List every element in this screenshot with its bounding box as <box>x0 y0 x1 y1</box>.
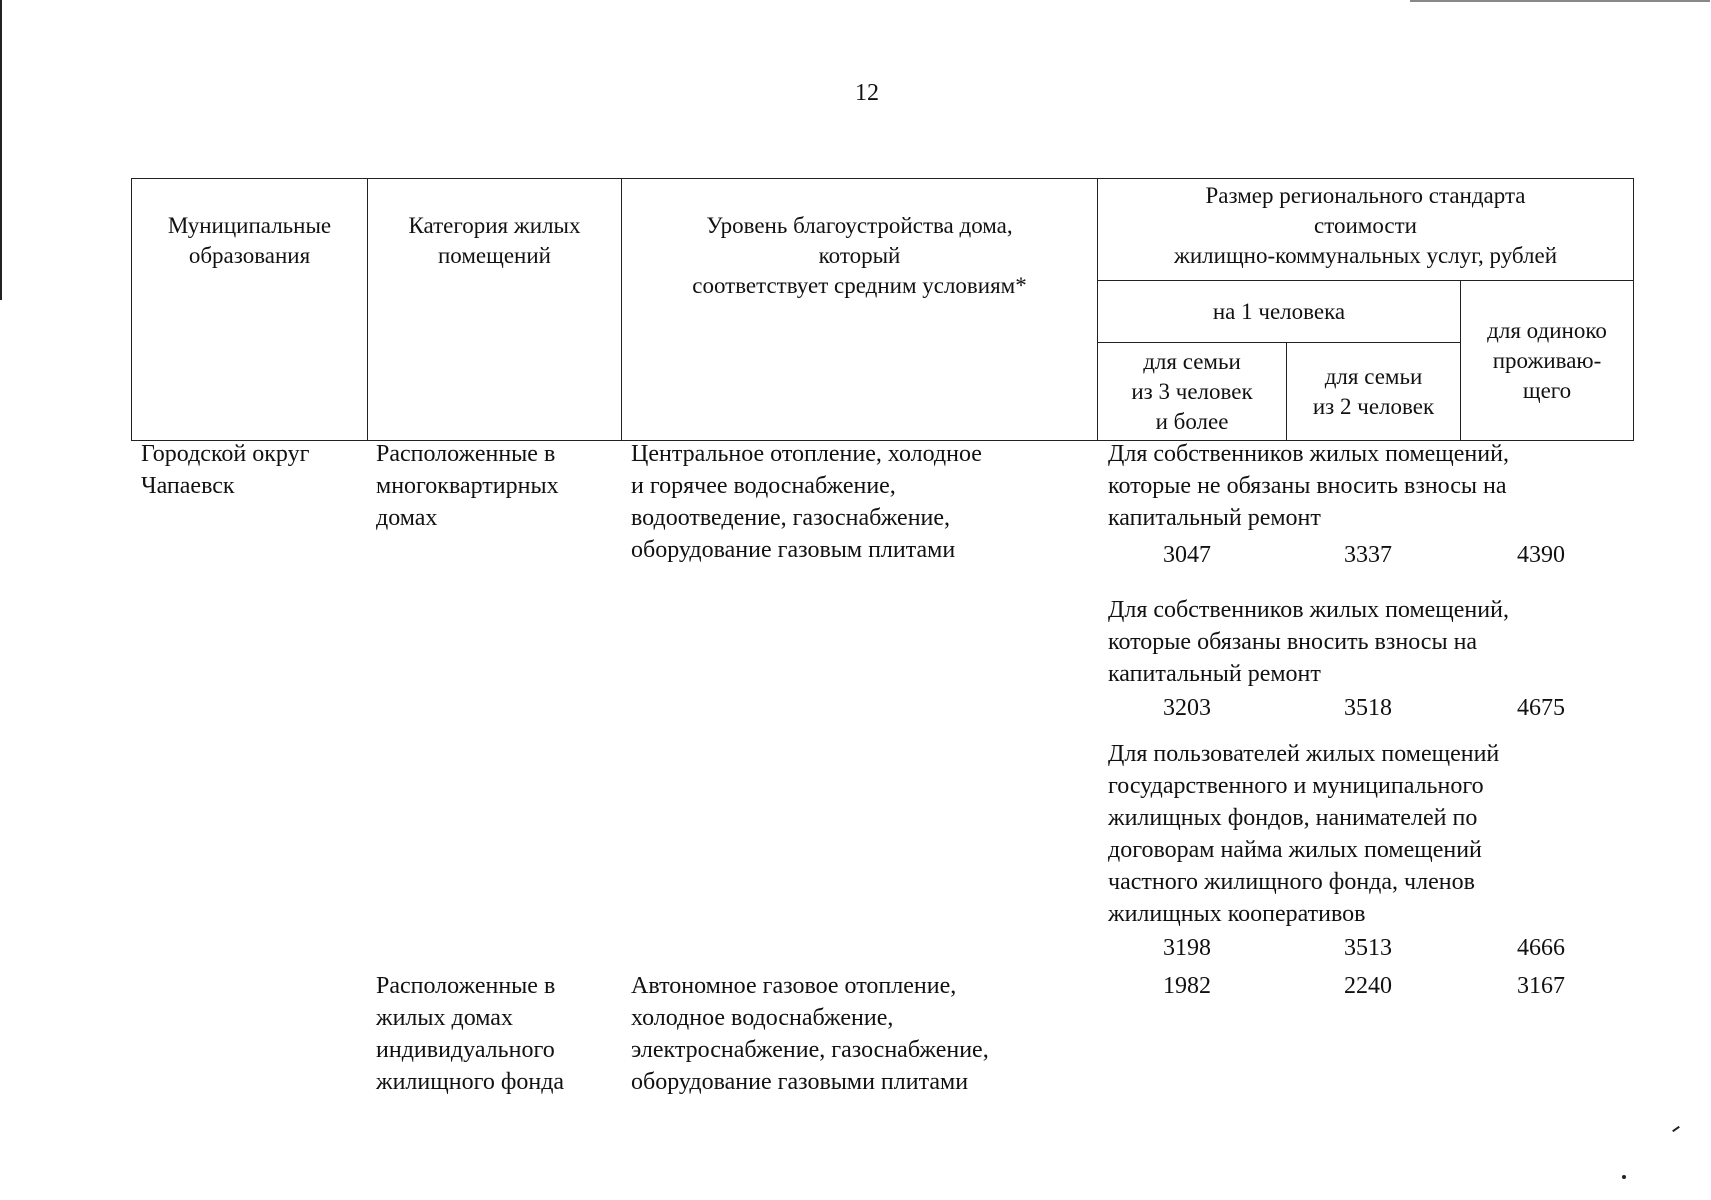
header-size: Размер регионального стандарта стоимости жилищно-коммунальных услуг, рублей <box>1173 183 1558 268</box>
header-size-cell <box>1098 179 1634 281</box>
group-label-with-repair-fee: Для собственников жилых помещений, которые обязаны вносить взносы на капитальный ремонт <box>1108 597 1509 687</box>
value-family3: 1982 <box>1163 973 1211 999</box>
scan-edge-top <box>1410 0 1710 2</box>
header-municipal: Муниципальные образования <box>167 213 332 268</box>
table-header <box>131 178 1634 441</box>
header-category-cell <box>368 179 622 441</box>
value-family3: 3198 <box>1163 935 1211 961</box>
value-family3: 3203 <box>1163 695 1211 721</box>
value-single: 4675 <box>1517 695 1565 721</box>
group-label-no-repair-fee: Для собственников жилых помещений, которые не обязаны вносить взносы на капитальный ремонт <box>1108 441 1509 531</box>
value-single: 3167 <box>1517 973 1565 999</box>
category-individual-houses: Расположенные в жилых домах индивидуального жилищного фонда <box>376 973 565 1095</box>
value-family2: 2240 <box>1344 973 1392 999</box>
value-family2: 3518 <box>1344 695 1392 721</box>
header-single: для одиноко проживаю- щего <box>1487 317 1607 403</box>
value-single: 4390 <box>1517 542 1565 568</box>
page-number: 12 <box>855 80 879 106</box>
header-single-cell <box>1461 281 1634 441</box>
header-family2-cell <box>1287 343 1461 441</box>
header-level: Уровень благоустройства дома, который соответствует средним условиям* <box>692 213 1027 298</box>
header-category: Категория жилых помещений <box>408 213 581 268</box>
header-municipal-cell <box>132 179 368 441</box>
municipality-name: Городской округ Чапаевск <box>141 441 310 499</box>
scan-edge-left <box>0 0 2 300</box>
category-apartment-buildings: Расположенные в многоквартирных домах <box>376 441 559 531</box>
level-individual-houses: Автономное газовое отопление, холодное водоснабжение, электроснабжение, газоснабжение, оборудование газовыми плитами <box>631 973 989 1095</box>
level-apartment-buildings: Центральное отопление, холодное и горячее водоснабжение, водоотведение, газоснабжение, оборудование газовым плитами <box>631 441 982 563</box>
value-family2: 3513 <box>1344 935 1392 961</box>
header-family2: для семьи из 2 человек <box>1312 363 1435 419</box>
scan-mark <box>1672 1126 1680 1132</box>
scan-mark <box>1622 1175 1626 1179</box>
value-family2: 3337 <box>1344 542 1392 568</box>
header-family3-cell <box>1098 343 1287 441</box>
value-family3: 3047 <box>1163 542 1211 568</box>
header-family3: для семьи из 3 человек и более <box>1131 348 1253 434</box>
group-label-tenants: Для пользователей жилых помещений государственного и муниципального жилищных фондов, нанимателей по договорам найма жилых помещений частного жилищного фонда, членов жилищных кооперативов <box>1108 741 1500 927</box>
value-single: 4666 <box>1517 935 1565 961</box>
header-per-person-cell <box>1098 281 1461 343</box>
header-per-person: на 1 человека <box>1212 298 1346 324</box>
header-level-cell <box>622 179 1098 441</box>
